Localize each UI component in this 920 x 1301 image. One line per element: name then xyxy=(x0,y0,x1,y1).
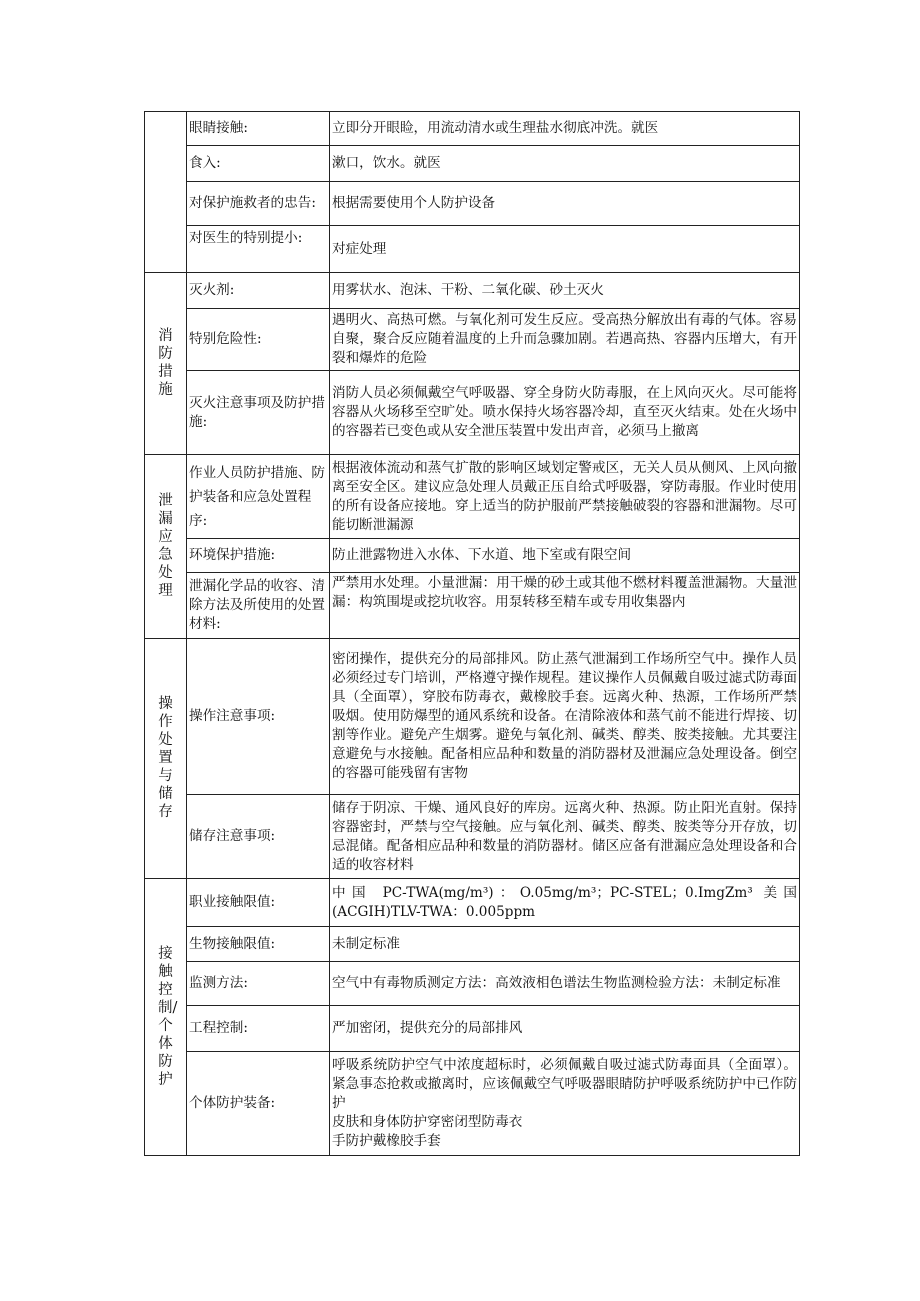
table-row xyxy=(145,455,800,539)
table-row xyxy=(145,273,800,309)
table-row xyxy=(145,539,800,573)
row-value: 根据液体流动和蒸气扩散的影响区域划定警戒区，无关人员从侧风、上风向撤离至安全区。建议应急处理人员戴正压自给式呼吸器，穿防毒服。作业时使用的所有设备应接地。穿上适当的防护服前严禁接触破裂的容器和泄漏物。尽可能切断泄漏源 xyxy=(330,455,800,539)
row-value: 根据需要使用个人防护设备 xyxy=(330,182,800,226)
row-label: 职业接触限值: xyxy=(187,879,330,927)
row-label: 特别危险性: xyxy=(187,309,330,371)
row-value: 消防人员必须佩戴空气呼吸器、穿全身防火防毒服，在上风向灭火。尽可能将容器从火场移至空旷处。喷水保持火场容器冷却，直至灭火结束。处在火场中的容器若已变色或从安全泄压装置中发出声音，必须马上撤离 xyxy=(330,371,800,455)
table-row xyxy=(145,927,800,962)
row-value: 对症处理 xyxy=(330,226,800,273)
table-row xyxy=(145,573,800,639)
row-label: 对医生的特别提小: xyxy=(187,226,330,273)
row-label: 灭火注意事项及防护措施: xyxy=(187,371,330,455)
row-label: 操作注意事项: xyxy=(187,639,330,795)
section-fire: 消防措施 xyxy=(145,273,187,455)
ppe-line: 手防护戴橡胶手套 xyxy=(332,1133,441,1149)
row-label: 监测方法: xyxy=(187,962,330,1006)
table-row xyxy=(145,182,800,226)
row-value: 中国 PC-TWA(mg/m³)：O.05mg/m³；PC-STEL；0.ImgZm³ 美国(ACGIH)TLV-TWA：0.005ppm xyxy=(330,879,800,927)
row-value: 密闭操作，提供充分的局部排风。防止蒸气泄漏到工作场所空气中。操作人员必须经过专门培训，严格遵守操作规程。建议操作人员佩戴自吸过滤式防毒面具（全面罩），穿胶布防毒衣，戴橡胶手套。远离火种、热源，工作场所严禁吸烟。使用防爆型的通风系统和设备。在清除液体和蒸气前不能进行焊接、切割等作业。避免产生烟雾。避免与氧化剂、碱类、醇类、胺类接触。尤其要注意避免与水接触。配备相应品种和数量的消防器材及泄漏应急处理设备。倒空的容器可能残留有害物 xyxy=(330,639,800,795)
section-exposure: 接触控制/个体防护 xyxy=(145,879,187,1156)
row-value: 严禁用水处理。小量泄漏：用干燥的砂土或其他不燃材料覆盖泄漏物。大量泄漏：构筑围堤或挖坑收容。用泵转移至精车或专用收集器内 xyxy=(330,573,800,639)
msds-table xyxy=(144,111,800,1156)
row-label: 生物接触限值: xyxy=(187,927,330,962)
table-row xyxy=(145,112,800,146)
row-label: 工程控制: xyxy=(187,1006,330,1052)
ppe-line: 呼吸系统防护空气中浓度超标时，必须佩戴自吸过滤式防毒面具（全面罩）。紧急事态抢救或撤离时，应该佩戴空气呼吸器眼睛防护呼吸系统防护中已作防护 xyxy=(332,1057,797,1111)
table-row xyxy=(145,226,800,273)
row-value: 漱口，饮水。就医 xyxy=(330,146,800,182)
section-spill: 泄漏应急处理 xyxy=(145,455,187,639)
row-value: 空气中有毒物质测定方法：高效液相色谱法生物监测检验方法：未制定标准 xyxy=(330,962,800,1006)
row-label: 灭火剂: xyxy=(187,273,330,309)
row-label: 储存注意事项: xyxy=(187,795,330,879)
ppe-line: 皮肤和身体防护穿密闭型防毒衣 xyxy=(332,1114,523,1130)
row-label: 环境保护措施: xyxy=(187,539,330,573)
row-label: 对保护施救者的忠告: xyxy=(187,182,330,226)
table-row xyxy=(145,795,800,879)
table-row xyxy=(145,962,800,1006)
row-value: 防止泄露物进入水体、下水道、地下室或有限空间 xyxy=(330,539,800,573)
row-label: 泄漏化学品的收容、清除方法及所使用的处置材料: xyxy=(187,573,330,639)
row-value xyxy=(330,1052,800,1156)
row-value: 未制定标准 xyxy=(330,927,800,962)
row-label: 个体防护装备: xyxy=(187,1052,330,1156)
row-value: 遇明火、高热可燃。与氧化剂可发生反应。受高热分解放出有毒的气体。容易自聚，聚合反应随着温度的上升而急骤加剧。若遇高热、容器内压增大，有开裂和爆炸的危险 xyxy=(330,309,800,371)
row-value: 立即分开眼睑，用流动清水或生理盐水彻底冲洗。就医 xyxy=(330,112,800,146)
row-label: 作业人员防护措施、防护装备和应急处置程序: xyxy=(187,455,330,539)
table-row xyxy=(145,371,800,455)
row-value: 储存于阴凉、干燥、通风良好的库房。远离火种、热源。防止阳光直射。保持容器密封，严禁与空气接触。应与氧化剂、碱类、醇类、胺类等分开存放，切忌混储。配备相应品种和数量的消防器材。储区应备有泄漏应急处理设备和合适的收容材料 xyxy=(330,795,800,879)
row-label: 眼睛接触: xyxy=(187,112,330,146)
table-row xyxy=(145,1052,800,1156)
row-value: 严加密闭，提供充分的局部排风 xyxy=(330,1006,800,1052)
table-row xyxy=(145,309,800,371)
table-row xyxy=(145,879,800,927)
section-first-aid xyxy=(145,112,187,273)
table-row xyxy=(145,146,800,182)
row-value: 用雾状水、泡沫、干粉、二氧化碳、砂土灭火 xyxy=(330,273,800,309)
row-label: 食入: xyxy=(187,146,330,182)
table-row xyxy=(145,1006,800,1052)
section-handling: 操作处置与储存 xyxy=(145,639,187,879)
table-row xyxy=(145,639,800,795)
